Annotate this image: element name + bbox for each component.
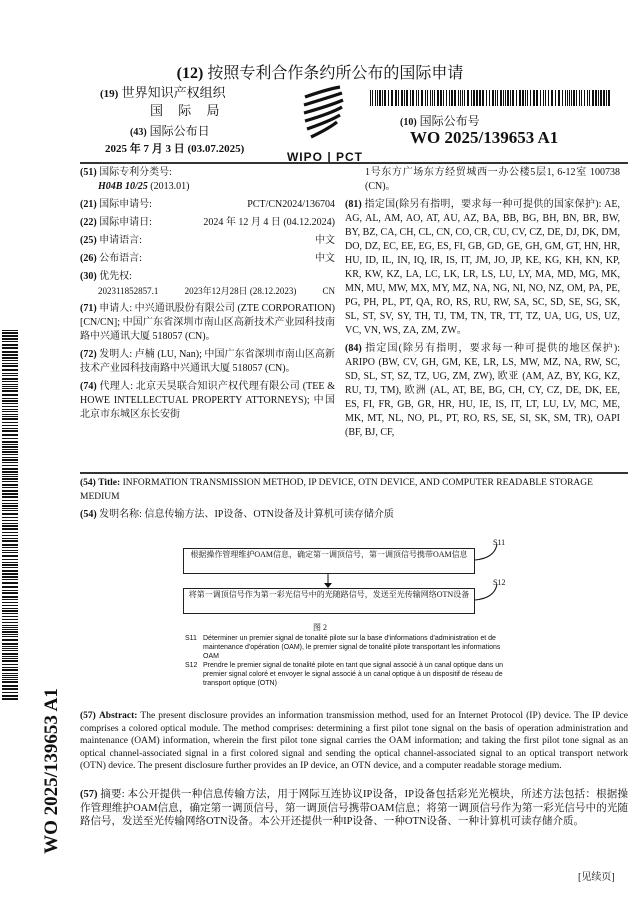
legend-item: S11 Déterminer un premier signal de tonalité pilote sur la base d'informations d'administration et de maintenance d'opération (OAM), le premier signal de tonalité pilote transportant les informations OAM — [185, 635, 501, 660]
abstract-english: (57) Abstract: The present disclosure provides an information transmission method, used for an Internet Protocol (IP) device. The IP device comprises a colored optical module. The method comprises: determining a first pilot tone signal on the basis of operation administration and maintenance (OAM) information, wherein the first pilot tone signal carries the OAM information; and taking the first pilot tone signal as an optical channel-associated signal in a first colored signal and sending the optical channel-associated signal to an optical transport network (OTN) device. The present disclosure further provides an IP device, an OTN device, and a computer readable storage medium. — [80, 711, 628, 771]
publication-date-label: (43) 国际公布日 — [130, 124, 210, 138]
organization: (19) 世界知识产权组织 — [100, 85, 226, 100]
title-english: (54) Title: INFORMATION TRANSMISSION METHOD, IP DEVICE, OTN DEVICE, AND COMPUTER READABLE STORAGE MEDIUM — [80, 478, 593, 502]
field-21: (21) 国际申请号: PCT/CN2024/136704 — [80, 199, 335, 210]
organization-bureau: 国 际 局 — [150, 103, 226, 118]
agent-address-continued: 1号东方广场东方经贸城西一办公楼5层1, 6-12室 100738 (CN)。 — [365, 167, 620, 192]
figure-caption: 图 2 — [313, 623, 327, 632]
field-72-inventor: (72) 发明人: 卢楠 (LU, Nan); 中国广东省深圳市南山区高新技术产业园科技南路中兴通讯大厦 518057 (CN)。 — [80, 349, 336, 374]
bibliographic-left — [80, 166, 335, 426]
publication-number-label: (10) 国际公布号 — [400, 114, 480, 128]
side-barcode — [2, 330, 18, 700]
barcode — [370, 90, 610, 106]
flow-connectors — [175, 538, 515, 628]
divider — [80, 472, 628, 474]
step-s12-box: 将第一调顶信号作为第一彩光信号中的光随路信号，发送至光传输网络OTN设备 — [183, 588, 475, 614]
field-26: (26) 公布语言: 中文 — [80, 253, 335, 264]
field-71-applicant: (71) 申请人: 中兴通讯股份有限公司 (ZTE CORPORATION) [CN/CN]; 中国广东省深圳市南山区高新技术产业园科技南路中兴通讯大厦 518057 (CN)。 — [80, 303, 336, 342]
side-publication-number: WO 2025/139653 A1 — [41, 688, 62, 854]
divider — [80, 162, 628, 164]
field-30: (30) 优先权: 202311852857.1 2023年12月28日 (28.12.2023) CN — [80, 271, 335, 296]
field-22: (22) 国际申请日: 2024 年 12 月 4 日 (04.12.2024) — [80, 217, 335, 228]
publication-number: WO 2025/139653 A1 — [410, 128, 559, 147]
document-title: (12) 按照专利合作条约所公布的国际申请 — [176, 65, 464, 82]
field-84-regional-states: (84) 指定国(除另有指明，要求每一种可提供的地区保护): ARIPO (BW, CV, GH, GM, KE, LR, LS, MW, MZ, NA, RW, SC, SD, SL, ST, SZ, TZ, UG, ZM, ZW), 欧亚 (AM, AZ, BY, KG, KZ, RU, TJ, TM), 欧洲 (AL, AT, BE, BG, CH, CY, CZ, DE, DK, EE, ES, FI, FR, GB, GR, HR, HU, IE, IS, IT, LT, LU, LV, MC, ME, MK, MT, NL, NO, PL, PT, RO, RS, SE, SI, SK, SM, TR), OAPI (BF, BJ, CF, — [345, 343, 620, 438]
publication-date: 2025 年 7 月 3 日 (03.07.2025) — [105, 143, 245, 155]
figure-legend-french — [185, 634, 515, 688]
legend-item: S12 Prendre le premier signal de tonalité pilote en tant que signal associé à un canal optique dans un premier signal coloré et envoyer le signal associé à un canal optique à un dispositif de réseau de transport optique (OTN) — [185, 662, 504, 687]
flowchart — [175, 538, 515, 628]
step-s11-label: S11 — [493, 538, 506, 547]
bibliographic-right — [345, 166, 620, 444]
step-s11-box: 根据操作管理维护OAM信息，确定第一调顶信号，第一调顶信号携带OAM信息 — [183, 548, 475, 574]
continued-note: [见续页] — [578, 872, 615, 883]
wipo-pct-text: WIPO | PCT — [286, 150, 364, 164]
abstract-chinese: (57) 摘要: 本公开提供一种信息传输方法，用于网际互连协议IP设备，IP设备包括彩光光模块，所述方法包括：根据操作管理维护OAM信息，确定第一调顶信号，第一调顶信号携带OAM信息；将第一调顶信号作为第一彩光信号中的光随路信号，发送至光传输网络OTN设备。本公开还提供一种IP设备、一种OTN设备、一种计算机可读存储介质。 — [80, 789, 628, 827]
wipo-globe-icon — [300, 85, 350, 143]
field-81-designated-states: (81) 指定国(除另有指明，要求每一种可提供的国家保护): AE, AG, AL, AM, AO, AT, AU, AZ, BA, BB, BG, BH, BN, BR, BW, BY, BZ, CA, CH, CL, CN, CO, CR, CU, CV, CZ, DE, DJ, DK, DM, DO, DZ, EC, EE, EG, ES, FI, GB, GD, GE, GH, GM, GT, HN, HR, HU, ID, IL, IN, IQ, IR, IS, IT, JM, JO, JP, KE, KG, KH, KN, KP, KR, KW, KZ, LA, LC, LK, LR, LS, LU, LY, MA, MD, MG, MK, MN, MU, MW, MX, MY, MZ, NA, NG, NI, NO, NZ, OM, PA, PE, PG, PH, PL, PT, QA, RO, RS, RU, RW, SA, SC, SD, SE, SG, SK, SL, ST, SV, SY, TH, TJ, TM, TN, TR, TT, TZ, UA, UG, US, UZ, VC, VN, WS, ZA, ZM, ZW。 — [345, 199, 620, 336]
wipo-logo — [285, 85, 365, 164]
field-25: (25) 申请语言: 中文 — [80, 235, 335, 246]
field-51: (51) 国际专利分类号: H04B 10/25 (2013.01) — [80, 167, 190, 192]
step-s12-label: S12 — [493, 578, 506, 587]
title-chinese: (54) 发明名称: 信息传输方法、IP设备、OTN设备及计算机可读存储介质 — [80, 509, 394, 520]
field-74-agent: (74) 代理人: 北京天昊联合知识产权代理有限公司 (TEE & HOWE INTELLECTUAL PROPERTY ATTORNEYS); 中国北京市东城区东长安街 — [80, 381, 335, 420]
